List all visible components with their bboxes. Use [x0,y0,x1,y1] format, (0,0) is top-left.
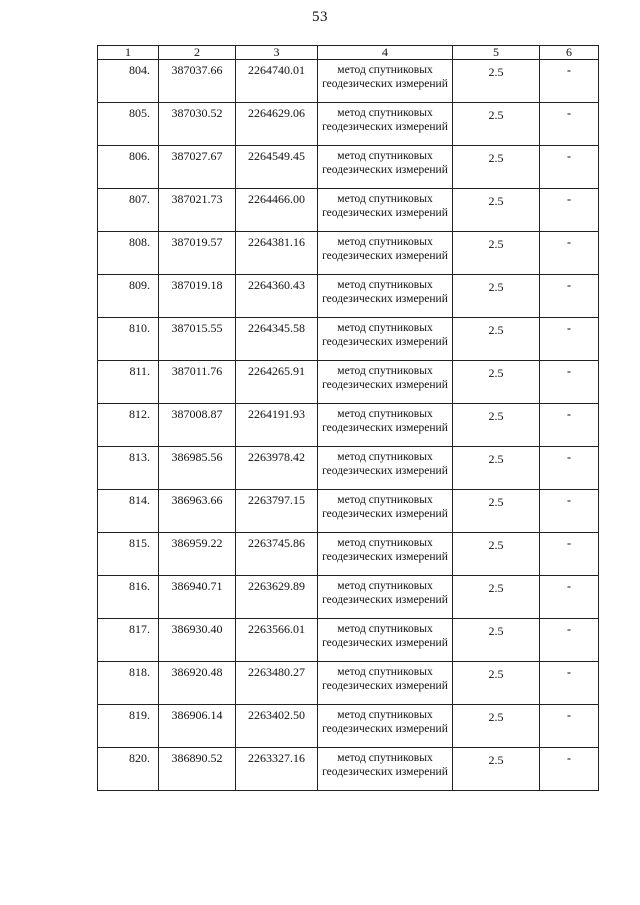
table-row [98,318,599,361]
accuracy-value: 2.5 [453,748,540,791]
coordinate-y: 2263566.01 [236,619,318,662]
table-row [98,232,599,275]
coordinate-x: 386930.40 [159,619,236,662]
accuracy-value: 2.5 [453,318,540,361]
measurement-method: метод спутниковых геодезических измерений [318,318,453,361]
note-cell: - [540,662,599,705]
coordinate-x: 386959.22 [159,533,236,576]
measurement-method: метод спутниковых геодезических измерений [318,146,453,189]
column-header: 5 [453,46,540,60]
coordinate-y: 2263797.15 [236,490,318,533]
accuracy-value: 2.5 [453,103,540,146]
coordinate-y: 2263402.50 [236,705,318,748]
measurement-method: метод спутниковых геодезических измерений [318,748,453,791]
note-cell: - [540,404,599,447]
coordinate-x: 386920.48 [159,662,236,705]
point-number: 811. [98,361,159,404]
coordinate-x: 387021.73 [159,189,236,232]
point-number: 809. [98,275,159,318]
column-header: 6 [540,46,599,60]
measurement-method: метод спутниковых геодезических измерений [318,490,453,533]
note-cell: - [540,232,599,275]
note-cell: - [540,361,599,404]
table-row [98,662,599,705]
coordinate-x: 387008.87 [159,404,236,447]
measurement-method: метод спутниковых геодезических измерений [318,404,453,447]
coordinate-y: 2264549.45 [236,146,318,189]
note-cell: - [540,748,599,791]
point-number: 812. [98,404,159,447]
accuracy-value: 2.5 [453,490,540,533]
measurement-method: метод спутниковых геодезических измерений [318,361,453,404]
table-row [98,60,599,103]
coordinate-x: 386963.66 [159,490,236,533]
point-number: 820. [98,748,159,791]
coordinate-x: 386890.52 [159,748,236,791]
note-cell: - [540,490,599,533]
point-number: 804. [98,60,159,103]
coordinate-y: 2264345.58 [236,318,318,361]
note-cell: - [540,275,599,318]
table-row [98,576,599,619]
note-cell: - [540,705,599,748]
coordinate-y: 2263629.89 [236,576,318,619]
accuracy-value: 2.5 [453,533,540,576]
accuracy-value: 2.5 [453,361,540,404]
accuracy-value: 2.5 [453,60,540,103]
coordinate-x: 387015.55 [159,318,236,361]
accuracy-value: 2.5 [453,447,540,490]
note-cell: - [540,447,599,490]
accuracy-value: 2.5 [453,705,540,748]
page-number: 53 [312,9,328,25]
measurement-method: метод спутниковых геодезических измерений [318,662,453,705]
accuracy-value: 2.5 [453,232,540,275]
measurement-method: метод спутниковых геодезических измерений [318,447,453,490]
coordinate-y: 2263745.86 [236,533,318,576]
point-number: 815. [98,533,159,576]
table-row [98,146,599,189]
accuracy-value: 2.5 [453,576,540,619]
table-row [98,748,599,791]
table-row [98,619,599,662]
note-cell: - [540,576,599,619]
note-cell: - [540,60,599,103]
measurement-method: метод спутниковых геодезических измерений [318,576,453,619]
point-number: 814. [98,490,159,533]
table-row [98,447,599,490]
coordinate-x: 386906.14 [159,705,236,748]
table-row [98,404,599,447]
point-number: 807. [98,189,159,232]
column-header: 1 [98,46,159,60]
coordinate-x: 386985.56 [159,447,236,490]
table-row [98,361,599,404]
coordinate-y: 2264381.16 [236,232,318,275]
measurement-method: метод спутниковых геодезических измерений [318,103,453,146]
coordinate-x: 387027.67 [159,146,236,189]
coordinate-y: 2264360.43 [236,275,318,318]
coordinate-y: 2264629.06 [236,103,318,146]
coordinate-y: 2263978.42 [236,447,318,490]
note-cell: - [540,533,599,576]
coordinate-y: 2263327.16 [236,748,318,791]
accuracy-value: 2.5 [453,275,540,318]
point-number: 816. [98,576,159,619]
point-number: 805. [98,103,159,146]
measurement-method: метод спутниковых геодезических измерений [318,619,453,662]
coordinate-y: 2264191.93 [236,404,318,447]
point-number: 818. [98,662,159,705]
point-number: 813. [98,447,159,490]
accuracy-value: 2.5 [453,189,540,232]
accuracy-value: 2.5 [453,404,540,447]
column-header: 4 [318,46,453,60]
coordinate-y: 2263480.27 [236,662,318,705]
table-row [98,189,599,232]
coordinate-y: 2264466.00 [236,189,318,232]
table-row [98,275,599,318]
note-cell: - [540,103,599,146]
note-cell: - [540,619,599,662]
point-number: 810. [98,318,159,361]
measurement-method: метод спутниковых геодезических измерений [318,189,453,232]
table-row [98,103,599,146]
measurement-method: метод спутниковых геодезических измерений [318,275,453,318]
column-header: 3 [236,46,318,60]
measurement-method: метод спутниковых геодезических измерений [318,232,453,275]
coordinate-x: 387030.52 [159,103,236,146]
coordinates-table [97,45,599,791]
table-row [98,705,599,748]
table-row [98,490,599,533]
note-cell: - [540,189,599,232]
accuracy-value: 2.5 [453,662,540,705]
table-row [98,533,599,576]
point-number: 808. [98,232,159,275]
coordinate-x: 386940.71 [159,576,236,619]
coordinate-y: 2264265.91 [236,361,318,404]
coordinate-x: 387019.57 [159,232,236,275]
column-header: 2 [159,46,236,60]
note-cell: - [540,146,599,189]
table-header-row [98,46,599,60]
point-number: 817. [98,619,159,662]
coordinate-x: 387037.66 [159,60,236,103]
point-number: 806. [98,146,159,189]
accuracy-value: 2.5 [453,146,540,189]
coordinate-x: 387019.18 [159,275,236,318]
measurement-method: метод спутниковых геодезических измерений [318,60,453,103]
coordinate-x: 387011.76 [159,361,236,404]
measurement-method: метод спутниковых геодезических измерений [318,533,453,576]
measurement-method: метод спутниковых геодезических измерений [318,705,453,748]
accuracy-value: 2.5 [453,619,540,662]
note-cell: - [540,318,599,361]
coordinate-y: 2264740.01 [236,60,318,103]
point-number: 819. [98,705,159,748]
